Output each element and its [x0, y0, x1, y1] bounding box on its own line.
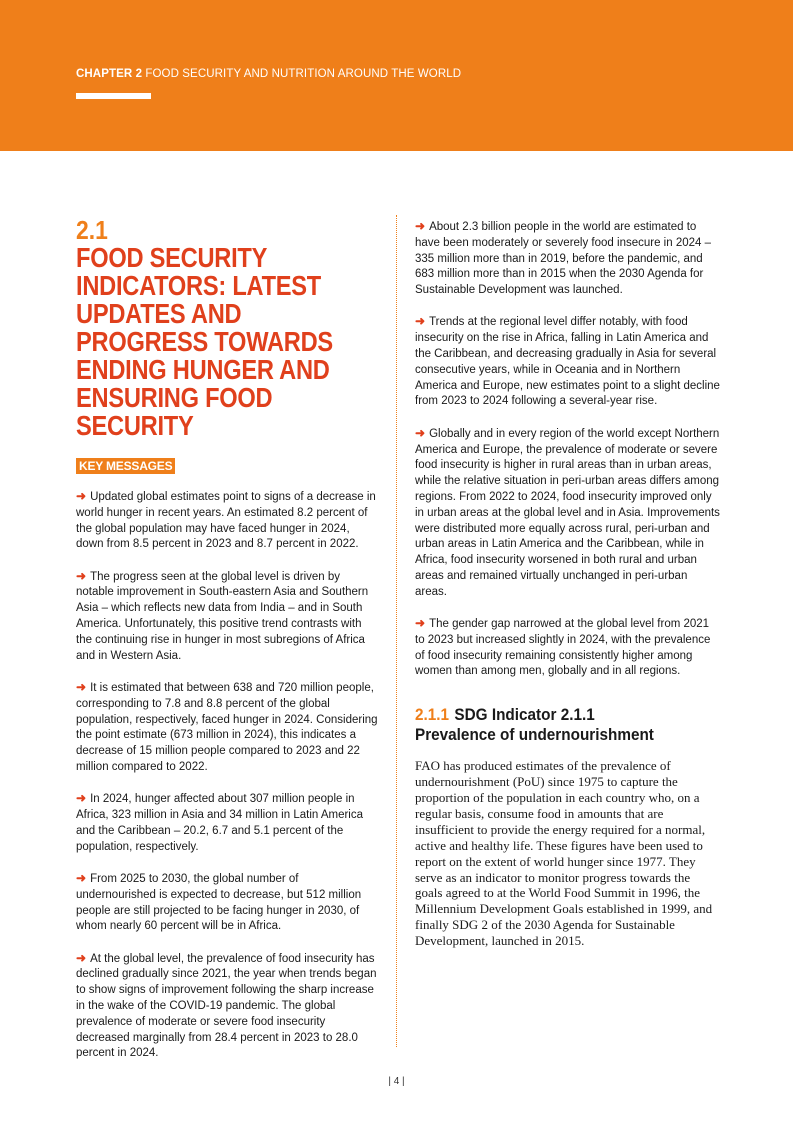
- key-message-text: Trends at the regional level differ notably, with food insecurity on the rise in Africa, falling in Latin America and the Caribbean, and decreasing gradually in Asia for several consecutive years, while in Oceania and in Northern America and Europe, new estimates point to a slight decline from 2023 to 2024 following a several-year rise.: [415, 316, 720, 408]
- key-message: [415, 616, 720, 680]
- key-message-text: From 2025 to 2030, the global number of undernourished is expected to decrease, but 512 million people are still projected to be facing hunger in 2030, of whom nearly 60 percent will be in Africa.: [76, 872, 362, 933]
- key-message-text: The gender gap narrowed at the global level from 2021 to 2023 but increased slightly in 2024, with the prevalence of food insecurity remaining consistently higher among women than among men, globally and in all regions.: [415, 618, 711, 678]
- arrow-right-icon: ➜: [415, 616, 426, 631]
- chapter-heading: [76, 68, 461, 80]
- arrow-right-icon: ➜: [76, 679, 87, 694]
- key-message-text: It is estimated that between 638 and 720 million people, corresponding to 7.8 and 8.8 percent of the global population, respectively, faced hunger in 2024. Considering the point estimate (673 million in 2024), this indicates a decrease of 15 million people compared to 2023 and 22 million compared to 2022.: [76, 681, 378, 773]
- left-column: [76, 216, 378, 1078]
- key-message: [76, 871, 378, 935]
- key-message: [76, 791, 378, 855]
- key-message-text: At the global level, the prevalence of food insecurity has declined gradually since 2021, the year when trends began to show signs of improvement following the sharp increase in the wake of the COVID-19 pandemic. The global prevalence of moderate or severe food insecurity decreased marginally from 28.4 percent in 2023 to 28.0 percent in 2024.: [76, 952, 377, 1060]
- key-message: [76, 680, 378, 776]
- subsection-subtitle: Prevalence of undernourishment: [415, 725, 654, 745]
- arrow-right-icon: ➜: [76, 950, 87, 965]
- arrow-right-icon: ➜: [76, 568, 87, 583]
- column-divider: [396, 215, 397, 1047]
- key-message-text: The progress seen at the global level is driven by notable improvement in South-eastern Asia and Southern Asia – which reflects new data from India – and in South America. Unfortunately, this positive trend contrasts with the continuing rise in hunger in most subregions of Africa and in Western Asia.: [76, 570, 369, 662]
- chapter-banner: [0, 0, 793, 151]
- key-messages-label: KEY MESSAGES: [76, 458, 175, 474]
- key-message: [76, 489, 378, 553]
- arrow-right-icon: ➜: [415, 314, 426, 329]
- key-message-text: Globally and in every region of the world except Northern America and Europe, the prevalence of moderate or severe food insecurity is higher in rural areas than in urban areas, while the relative situation in peri-urban areas differs among regions. From 2022 to 2024, food insecurity improved only in urban areas at the global level and in Asia. Improvements were distributed more equally across rural, peri-urban and urban areas in Latin America and the Caribbean, while in Africa, food insecurity worsened in both rural and urban areas and remained virtually unchanged in peri-urban areas.: [415, 427, 720, 598]
- key-message: [415, 314, 720, 410]
- arrow-right-icon: ➜: [76, 791, 87, 806]
- key-message-text: In 2024, hunger affected about 307 million people in Africa, 323 million in Asia and 34 million in Latin America and the Caribbean – 20.2, 6.7 and 5.1 percent of the population, respectively.: [76, 793, 364, 853]
- right-column: [415, 219, 720, 949]
- subsection-number: 2.1.1: [415, 705, 450, 725]
- page-number: | 4 |: [388, 1076, 405, 1087]
- section-title: FOOD SECURITY INDICATORS: LATEST UPDATES AND PROGRESS TOWARDS ENDING HUNGER AND ENSURING FOOD SECURITY: [76, 242, 333, 441]
- subsection-body: FAO has produced estimates of the prevalence of undernourishment (PoU) since 1975 to capture the proportion of the population in each country who, on a regular basis, consume food in amounts that are insufficient to provide the energy required for a normal, active and healthy life. These figures have been used to report on the extent of world hunger since 1977. They serve as an indicator to monitor progress towards the goals agreed to at the World Food Summit in 1996, the Millennium Development Goals established in 1999, and finally SDG 2 of the 2030 Agenda for Sustainable Development, launched in 2015.: [415, 758, 713, 949]
- key-message-text: About 2.3 billion people in the world are estimated to have been moderately or severely food insecure in 2024 – 335 million more than in 2019, before the pandemic, and 683 million more than in 2015 when the 2030 Agenda for Sustainable Development was launched.: [415, 221, 711, 297]
- key-message: [76, 951, 378, 1063]
- chapter-title: FOOD SECURITY AND NUTRITION AROUND THE WORLD: [145, 68, 462, 80]
- arrow-right-icon: ➜: [76, 489, 87, 503]
- subsection-title: SDG Indicator 2.1.1: [454, 705, 595, 725]
- key-message: [415, 219, 720, 299]
- arrow-right-icon: ➜: [415, 219, 426, 233]
- chapter-underline: [76, 93, 151, 99]
- subsection-heading: [415, 705, 712, 744]
- arrow-right-icon: ➜: [415, 425, 426, 440]
- key-message-text: Updated global estimates point to signs of a decrease in world hunger in recent years. An estimated 8.2 percent of the global population may have faced hunger in 2024, down from 8.5 percent in 2023 and 8.7 percent in 2022.: [76, 491, 376, 551]
- arrow-right-icon: ➜: [76, 870, 87, 885]
- chapter-label: CHAPTER 2: [76, 68, 143, 80]
- section-number: 2.1: [76, 215, 108, 245]
- key-message: [76, 569, 378, 665]
- key-message: [415, 426, 720, 601]
